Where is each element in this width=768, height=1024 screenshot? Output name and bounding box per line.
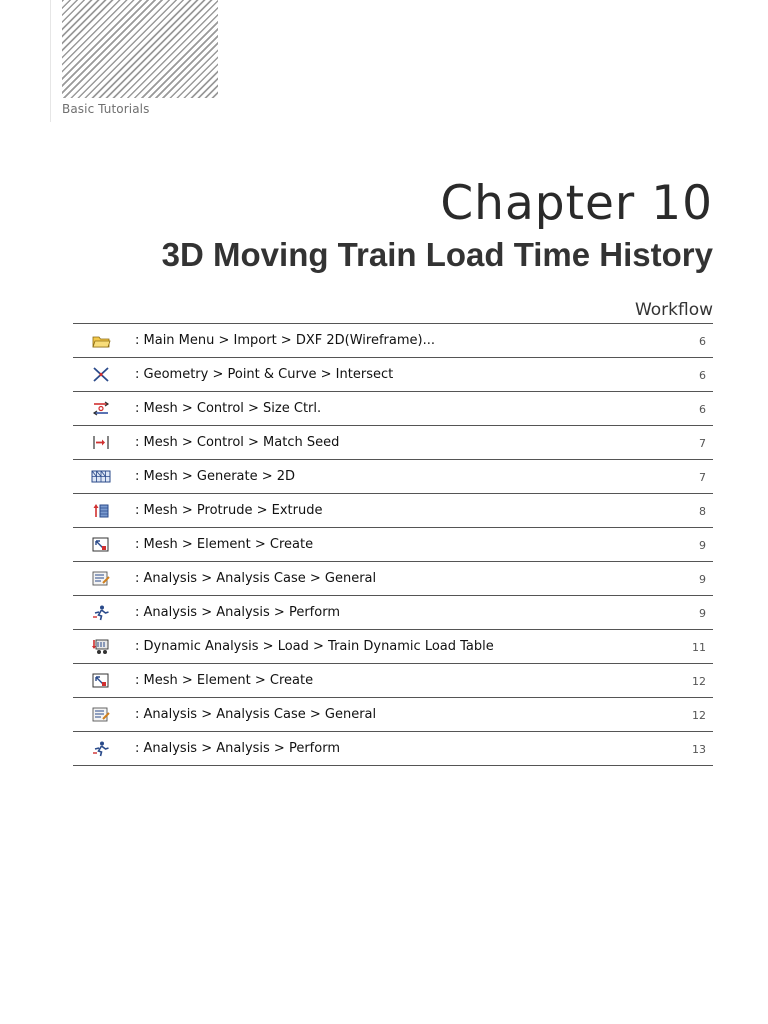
workflow-row xyxy=(73,494,713,528)
extrude-icon xyxy=(91,502,111,519)
header-hatch-pattern xyxy=(62,0,218,98)
workflow-step-page: 7 xyxy=(699,471,706,484)
workflow-step-label: : Mesh > Control > Match Seed xyxy=(135,435,340,450)
analysis-case-icon xyxy=(91,570,111,587)
workflow-row xyxy=(73,392,713,426)
chapter-title: 3D Moving Train Load Time History xyxy=(161,236,713,273)
perform-analysis-icon xyxy=(91,740,111,757)
create-element-icon xyxy=(91,536,111,553)
workflow-step-page: 12 xyxy=(692,675,706,688)
open-folder-icon xyxy=(91,332,111,349)
size-control-icon xyxy=(91,400,111,417)
perform-analysis-icon xyxy=(91,604,111,621)
workflow-step-page: 9 xyxy=(699,573,706,586)
workflow-row xyxy=(73,324,713,358)
workflow-row xyxy=(73,698,713,732)
create-element-icon xyxy=(91,672,111,689)
analysis-case-icon xyxy=(91,706,111,723)
workflow-step-label: : Mesh > Generate > 2D xyxy=(135,469,296,484)
workflow-row xyxy=(73,664,713,698)
workflow-step-page: 6 xyxy=(699,335,706,348)
intersect-icon xyxy=(91,366,111,383)
chapter-number: Chapter 10 xyxy=(440,176,713,231)
match-seed-icon xyxy=(91,434,111,451)
workflow-step-label: : Analysis > Analysis Case > General xyxy=(135,571,377,586)
margin-divider xyxy=(50,0,51,122)
workflow-row xyxy=(73,426,713,460)
workflow-step-page: 7 xyxy=(699,437,706,450)
workflow-step-page: 12 xyxy=(692,709,706,722)
workflow-step-page: 9 xyxy=(699,607,706,620)
workflow-row xyxy=(73,528,713,562)
workflow-heading: Workflow xyxy=(634,300,713,320)
workflow-row xyxy=(73,596,713,630)
workflow-step-label: : Analysis > Analysis > Perform xyxy=(135,605,340,620)
workflow-step-label: : Geometry > Point & Curve > Intersect xyxy=(135,367,394,382)
workflow-table xyxy=(73,323,713,766)
workflow-step-label: : Main Menu > Import > DXF 2D(Wireframe)... xyxy=(135,333,435,348)
workflow-step-label: : Dynamic Analysis > Load > Train Dynamic Load Table xyxy=(135,639,494,654)
workflow-row xyxy=(73,358,713,392)
workflow-step-page: 6 xyxy=(699,369,706,382)
workflow-row xyxy=(73,562,713,596)
workflow-step-label: : Mesh > Protrude > Extrude xyxy=(135,503,323,518)
workflow-step-label: : Analysis > Analysis Case > General xyxy=(135,707,377,722)
workflow-step-label: : Mesh > Element > Create xyxy=(135,537,314,552)
workflow-row xyxy=(73,732,713,766)
workflow-step-page: 13 xyxy=(692,743,706,756)
section-label: Basic Tutorials xyxy=(62,102,150,116)
workflow-step-page: 6 xyxy=(699,403,706,416)
workflow-step-page: 11 xyxy=(692,641,706,654)
workflow-step-page: 8 xyxy=(699,505,706,518)
workflow-row xyxy=(73,460,713,494)
workflow-step-label: : Analysis > Analysis > Perform xyxy=(135,741,340,756)
workflow-step-label: : Mesh > Control > Size Ctrl. xyxy=(135,401,322,416)
workflow-step-label: : Mesh > Element > Create xyxy=(135,673,314,688)
train-load-table-icon xyxy=(91,638,111,655)
workflow-step-page: 9 xyxy=(699,539,706,552)
generate-mesh-icon xyxy=(91,468,111,485)
workflow-row xyxy=(73,630,713,664)
